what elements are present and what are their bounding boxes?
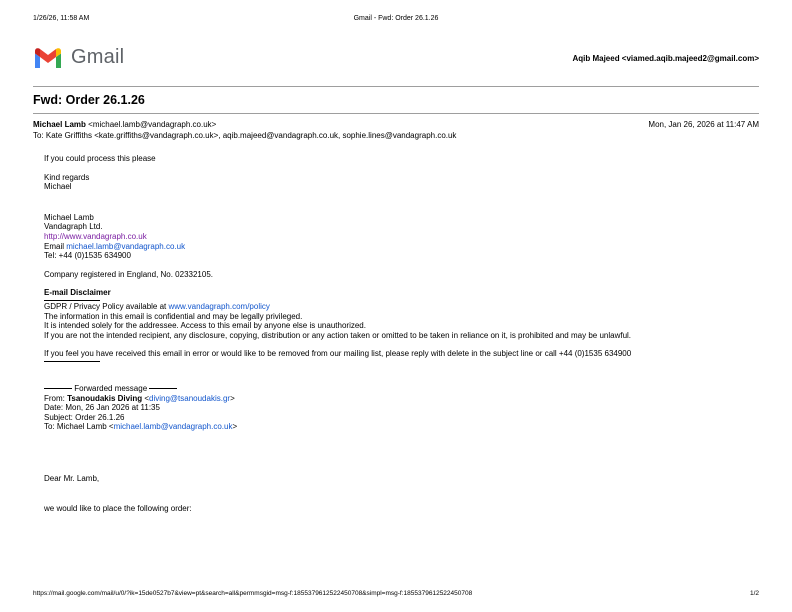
confidential-line: If you are not the intended recipient, any disclosure, copying, distribution or any action taken or omitted to be taken in reliance on it, is prohibited and may be unlawful. bbox=[44, 330, 632, 340]
signature-email-link[interactable]: michael.lamb@vandagraph.co.uk bbox=[66, 241, 186, 251]
email-to: To: Kate Griffiths <kate.griffiths@vandagraph.co.uk>, aqib.majeed@vandagraph.co.uk, sophie.lines@vandagraph.co.uk bbox=[33, 131, 457, 140]
print-url: https://mail.google.com/mail/u/0/?ik=15de0527b7&view=pt&search=all&permmsgid=msg-f:1855379612522450708&simpl=msg-f:1855379612522450708 bbox=[33, 590, 473, 597]
gdpr-text: GDPR / Privacy Policy available at bbox=[44, 301, 169, 311]
confidential-line: The information in this email is confidential and may be legally privileged. bbox=[44, 311, 303, 321]
print-title: Gmail - Fwd: Order 26.1.26 bbox=[353, 15, 439, 22]
disclaimer-rule bbox=[44, 300, 100, 301]
forwarded-greeting: Dear Mr. Lamb, bbox=[44, 473, 100, 483]
body-name: Michael bbox=[44, 182, 72, 192]
from-address: <michael.lamb@vandagraph.co.uk> bbox=[88, 120, 217, 129]
print-page-number: 1/2 bbox=[749, 590, 759, 597]
forwarded-to: To: Michael Lamb <michael.lamb@vandagraph.co.uk> bbox=[44, 422, 238, 432]
forwarded-subject: Subject: Order 26.1.26 bbox=[44, 412, 125, 422]
gmail-logo-icon bbox=[33, 46, 63, 69]
company-registration: Company registered in England, No. 02332105. bbox=[44, 269, 213, 279]
disclaimer-end-rule bbox=[44, 361, 100, 362]
gdpr-policy-link[interactable]: www.vandagraph.com/policy bbox=[168, 301, 270, 311]
forwarded-date: Date: Mon, 26 Jan 2026 at 11:35 bbox=[44, 403, 160, 413]
signature-name: Michael Lamb bbox=[44, 212, 94, 222]
email-subject: Fwd: Order 26.1.26 bbox=[33, 93, 145, 107]
signature-website-link[interactable]: http://www.vandagraph.co.uk bbox=[44, 231, 147, 241]
confidential-line: It is intended solely for the addressee. Access to this email by anyone else is unauthorized. bbox=[44, 321, 366, 331]
forwarded-to-link[interactable]: michael.lamb@vandagraph.co.uk bbox=[113, 422, 233, 432]
forwarded-from-name: Tsanoudakis Diving bbox=[67, 393, 143, 403]
email-body bbox=[44, 154, 744, 514]
print-datetime: 1/26/26, 11:58 AM bbox=[33, 15, 90, 22]
forwarded-from: From: Tsanoudakis Diving <diving@tsanoudakis.gr> bbox=[44, 393, 235, 403]
signature-company: Vandagraph Ltd. bbox=[44, 222, 103, 232]
forwarded-from-link[interactable]: diving@tsanoudakis.gr bbox=[149, 393, 231, 403]
forwarded-heading: Forwarded message bbox=[44, 384, 744, 394]
header-divider bbox=[33, 86, 759, 87]
forwarded-dash bbox=[149, 388, 177, 389]
gmail-wordmark: Gmail bbox=[71, 46, 125, 68]
disclaimer-title: E-mail Disclaimer bbox=[44, 288, 111, 298]
email-date: Mon, Jan 26, 2026 at 11:47 AM bbox=[648, 120, 759, 129]
body-regards: Kind regards bbox=[44, 172, 90, 182]
confidential-line: If you feel you have received this email in error or would like to be removed from our mailing list, please reply with delete in the subject line or call +44 (0)1535 634900 bbox=[44, 349, 632, 359]
gmail-logo bbox=[33, 45, 124, 69]
from-name: Michael Lamb bbox=[33, 120, 86, 129]
body-line: If you could process this please bbox=[44, 154, 156, 163]
forwarded-dash bbox=[44, 388, 72, 389]
account-email: Aqib Majeed <viamed.aqib.majeed2@gmail.com> bbox=[572, 54, 759, 63]
email-label: Email bbox=[44, 241, 67, 251]
email-from bbox=[33, 120, 216, 130]
forwarded-order-line: we would like to place the following order: bbox=[44, 504, 192, 514]
subject-divider bbox=[33, 113, 759, 114]
signature-tel: Tel: +44 (0)1535 634900 bbox=[44, 251, 131, 261]
